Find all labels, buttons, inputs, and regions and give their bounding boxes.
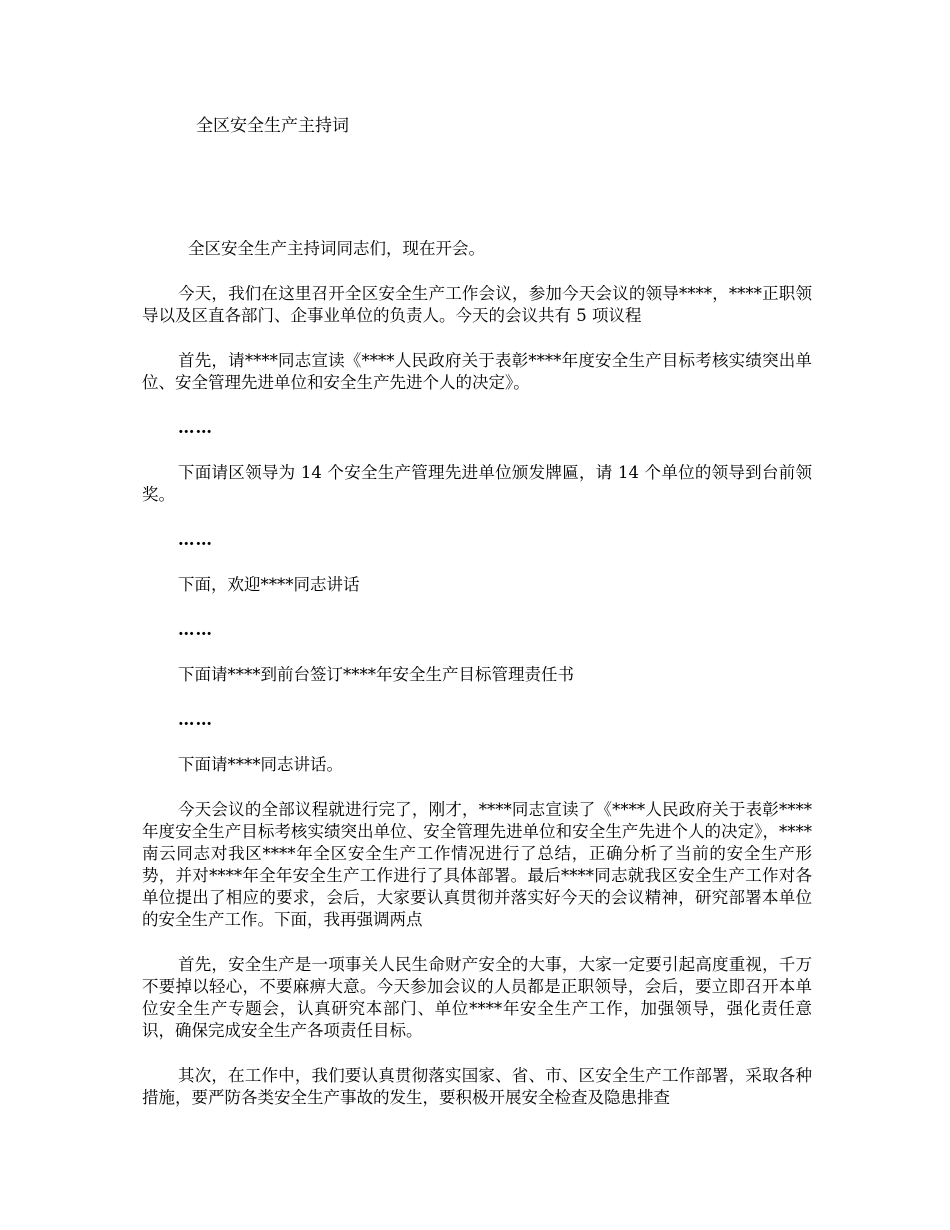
paragraph-agenda-intro: 今天，我们在这里召开全区安全生产工作会议，参加今天会议的领导****，****正职领导以及区直各部门、企事业单位的负责人。今天的会议共有 5 项议程 <box>142 284 812 325</box>
ellipsis-marker: …… <box>178 710 213 729</box>
paragraph-award-plaques: 下面请区领导为 14 个安全生产管理先进单位颁发牌匾，请 14 个单位的领导到台前领奖。 <box>142 463 812 504</box>
ellipsis-marker: …… <box>178 418 213 437</box>
paragraph-point-two: 其次，在工作中，我们要认真贯彻落实国家、省、市、区安全生产工作部署，采取各种措施，要严防各类安全生产事故的发生，要积极开展安全检查及隐患排查 <box>142 1066 812 1107</box>
document-body <box>142 238 812 1132</box>
document-title: 全区安全生产主持词 <box>196 116 349 136</box>
paragraph-point-one: 首先，安全生产是一项事关人民生命财产安全的大事，大家一定要引起高度重视，千万不要掉以轻心，不要麻痹大意。今天参加会议的人员都是正职领导，会后，要立即召开本单位安全生产专题会，认真研究本部门、单位****年安全生产工作，加强领导，强化责任意识，确保完成安全生产各项责任目标。 <box>142 955 812 1040</box>
ellipsis-marker: …… <box>178 620 213 639</box>
paragraph-opening: 全区安全生产主持词同志们，现在开会。 <box>188 239 485 258</box>
ellipsis-marker: …… <box>178 530 213 549</box>
paragraph-sign-responsibility: 下面请****到前台签订****年安全生产目标管理责任书 <box>178 665 574 684</box>
paragraph-summary: 今天会议的全部议程就进行完了，刚才，****同志宣读了《****人民政府关于表彰****年度安全生产目标考核实绩突出单位、安全管理先进单位和安全生产先进个人的决定》，****南云同志对我区****年全区安全生产工作情况进行了总结，正确分析了当前的安全生产形势，并对****年全年安全生产工作进行了具体部署。最后****同志就我区安全生产工作对各单位提出了相应的要求，会后，大家要认真贯彻并落实好今天的会议精神，研究部署本单位的安全生产工作。下面，我再强调两点 <box>142 800 812 929</box>
paragraph-first-item: 首先，请****同志宣读《****人民政府关于表彰****年度安全生产目标考核实绩突出单位、安全管理先进单位和安全生产先进个人的决定》。 <box>142 351 812 392</box>
paragraph-speech: 下面请****同志讲话。 <box>178 755 343 774</box>
paragraph-welcome-speech: 下面，欢迎****同志讲话 <box>178 575 360 594</box>
